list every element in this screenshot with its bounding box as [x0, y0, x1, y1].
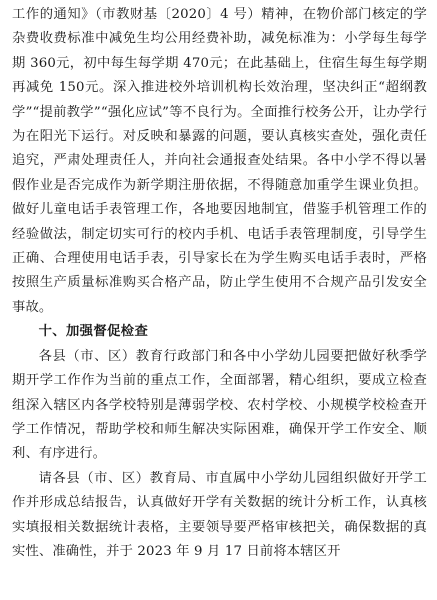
body-paragraph-inspection-work: 各县（市、区）教育行政部门和各中小学幼儿园要把做好秋季学期开学工作作为当前的重点工作，全面部署，精心组织，要成立检查组深入辖区内各学校特别是薄弱学校、农村学校、小规模学校检查开学工作情况，帮助学校和师生解决实际困难，确保开学工作安全、顺利、有序进行。 [12, 348, 427, 462]
section-heading-strengthen-supervision: 十、加强督促检查 [38, 324, 149, 340]
body-paragraph-notice-continuation: 工作的通知》（市教财基〔2020〕4 号）精神，在物价部门核定的学杂费收费标准中减免生均公用经费补助，减免标准为：小学每生每学期 360元，初中每生每学期 470元；在此基础上，住宿生每生每学期再减免 150元。深入推进校外培训机构长效治理，坚决纠正“超纲教学”“提前教学”“强化应试”等不良行为。全面推行校务公开，让办学行为在阳光下运行。对反映和暴露的问题，要认真核实查处，强化责任追究，严肃处理责任人，并向社会通报查处结果。各中小学不得以暑假作业是否完成作为新学期注册依据，不得随意加重学生课业负担。做好儿童电话手表管理工作，各地要因地制宜，借鉴手机管理工作的经验做法，制定切实可行的校内手机、电话手表管理制度，引导学生正确、合理使用电话手表，引导家长在为学生购买电话手表时，严格按照生产质量标准购买合格产品，防止学生使用不合规产品引发安全事故。 [12, 7, 427, 315]
body-paragraph-summary-report: 请各县（市、区）教育局、市直属中小学幼儿园组织做好开学工作并形成总结报告，认真做好开学有关数据的统计分析工作，认真核实填报相关数据统计表格，主要领导要严格审核把关，确保数据的真实性、准确性，并于 2023 年 9 月 17 日前将本辖区开 [12, 470, 427, 559]
